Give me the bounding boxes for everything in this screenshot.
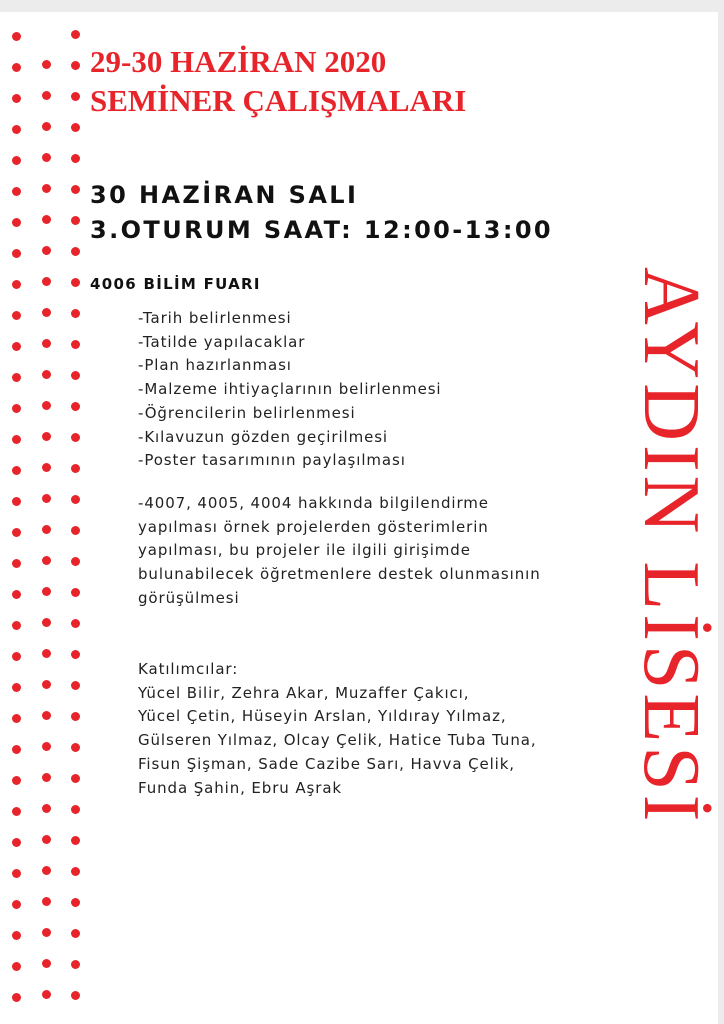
session-time: 3.OTURUM SAAT: 12:00-13:00 xyxy=(90,216,554,244)
decorative-dot xyxy=(42,742,51,751)
participants-line: Fisun Şişman, Sade Cazibe Sarı, Havva Çelik, xyxy=(138,754,515,773)
agenda-item: -Kılavuzun gözden geçirilmesi xyxy=(138,427,389,446)
decorative-dot xyxy=(42,153,51,162)
decorative-dot xyxy=(71,898,80,907)
title-heading: SEMİNER ÇALIŞMALARI xyxy=(90,83,467,118)
decorative-dot xyxy=(42,835,51,844)
decorative-dot xyxy=(71,619,80,628)
decorative-dot xyxy=(71,960,80,969)
school-name-vertical: AYDIN LİSESİ xyxy=(627,267,715,826)
dot-border-decoration xyxy=(0,12,90,1024)
participants-block xyxy=(138,658,618,800)
decorative-dot xyxy=(12,714,21,723)
decorative-dot xyxy=(71,340,80,349)
decorative-dot xyxy=(71,30,80,39)
decorative-dot xyxy=(71,61,80,70)
decorative-dot xyxy=(71,278,80,287)
info-line: bulunabilecek öğretmenlere destek olunmasının xyxy=(138,565,541,584)
decorative-dot xyxy=(12,528,21,537)
decorative-dot xyxy=(71,464,80,473)
decorative-dot xyxy=(42,990,51,999)
decorative-dot xyxy=(12,993,21,1002)
decorative-dot xyxy=(12,63,21,72)
decorative-dot xyxy=(42,401,51,410)
decorative-dot xyxy=(71,309,80,318)
decorative-dot xyxy=(42,215,51,224)
decorative-dot xyxy=(42,308,51,317)
decorative-dot xyxy=(42,91,51,100)
decorative-dot xyxy=(42,618,51,627)
decorative-dot xyxy=(12,931,21,940)
decorative-dot xyxy=(71,588,80,597)
agenda-item: -Poster tasarımının paylaşılması xyxy=(138,451,406,470)
decorative-dot xyxy=(12,962,21,971)
agenda-list xyxy=(138,307,618,473)
decorative-dot xyxy=(71,991,80,1000)
decorative-dot xyxy=(12,311,21,320)
poster-title xyxy=(90,42,610,120)
decorative-dot xyxy=(12,776,21,785)
decorative-dot xyxy=(42,928,51,937)
info-paragraph xyxy=(138,492,618,611)
decorative-dot xyxy=(71,681,80,690)
decorative-dot xyxy=(71,154,80,163)
decorative-dot xyxy=(12,900,21,909)
decorative-dot xyxy=(42,556,51,565)
decorative-dot xyxy=(71,712,80,721)
decorative-dot xyxy=(12,559,21,568)
decorative-dot xyxy=(42,184,51,193)
title-date: 29-30 HAZİRAN 2020 xyxy=(90,44,387,79)
agenda-item: -Plan hazırlanması xyxy=(138,356,292,375)
decorative-dot xyxy=(12,869,21,878)
agenda-item: -Tarih belirlenmesi xyxy=(138,309,292,327)
decorative-dot xyxy=(42,525,51,534)
decorative-dot xyxy=(71,402,80,411)
decorative-dot xyxy=(71,743,80,752)
decorative-dot xyxy=(12,187,21,196)
decorative-dot xyxy=(12,342,21,351)
decorative-dot xyxy=(12,807,21,816)
decorative-dot xyxy=(12,218,21,227)
decorative-dot xyxy=(42,680,51,689)
decorative-dot xyxy=(71,433,80,442)
decorative-dot xyxy=(12,745,21,754)
info-line: yapılması örnek projelerden gösterimlerin xyxy=(138,517,489,536)
decorative-dot xyxy=(12,373,21,382)
info-line: yapılması, bu projeler ile ilgili girişimde xyxy=(138,541,471,560)
decorative-dot xyxy=(12,683,21,692)
decorative-dot xyxy=(71,185,80,194)
decorative-dot xyxy=(42,587,51,596)
decorative-dot xyxy=(42,866,51,875)
decorative-dot xyxy=(12,621,21,630)
decorative-dot xyxy=(42,60,51,69)
decorative-dot xyxy=(42,122,51,131)
participants-line: Funda Şahin, Ebru Aşrak xyxy=(138,778,342,797)
agenda-item: -Öğrencilerin belirlenmesi xyxy=(138,403,356,422)
decorative-dot xyxy=(42,463,51,472)
decorative-dot xyxy=(71,774,80,783)
decorative-dot xyxy=(42,339,51,348)
seminar-poster xyxy=(0,12,718,1024)
participants-line: Gülseren Yılmaz, Olcay Çelik, Hatice Tuba Tuna, xyxy=(138,731,537,750)
session-day: 30 HAZİRAN SALI xyxy=(90,181,359,209)
decorative-dot xyxy=(71,92,80,101)
decorative-dot xyxy=(71,557,80,566)
decorative-dot xyxy=(42,773,51,782)
decorative-dot xyxy=(12,404,21,413)
decorative-dot xyxy=(12,652,21,661)
decorative-dot xyxy=(12,94,21,103)
decorative-dot xyxy=(42,432,51,441)
session-info xyxy=(90,178,553,248)
info-line: görüşülmesi xyxy=(138,588,240,607)
decorative-dot xyxy=(71,371,80,380)
decorative-dot xyxy=(42,246,51,255)
decorative-dot xyxy=(12,466,21,475)
decorative-dot xyxy=(12,156,21,165)
agenda-item: -Tatilde yapılacaklar xyxy=(138,332,306,351)
decorative-dot xyxy=(71,650,80,659)
decorative-dot xyxy=(12,497,21,506)
decorative-dot xyxy=(71,805,80,814)
info-line: -4007, 4005, 4004 hakkında bilgilendirme xyxy=(138,494,489,512)
decorative-dot xyxy=(12,249,21,258)
decorative-dot xyxy=(71,526,80,535)
decorative-dot xyxy=(12,280,21,289)
decorative-dot xyxy=(42,277,51,286)
decorative-dot xyxy=(12,125,21,134)
decorative-dot xyxy=(42,897,51,906)
participants-line: Yücel Çetin, Hüseyin Arslan, Yıldıray Yılmaz, xyxy=(138,707,507,726)
decorative-dot xyxy=(42,494,51,503)
decorative-dot xyxy=(71,929,80,938)
decorative-dot xyxy=(12,838,21,847)
decorative-dot xyxy=(71,867,80,876)
decorative-dot xyxy=(42,370,51,379)
decorative-dot xyxy=(71,495,80,504)
decorative-dot xyxy=(42,804,51,813)
agenda-item: -Malzeme ihtiyaçlarının belirlenmesi xyxy=(138,380,442,399)
decorative-dot xyxy=(42,649,51,658)
decorative-dot xyxy=(71,123,80,132)
decorative-dot xyxy=(12,435,21,444)
decorative-dot xyxy=(71,247,80,256)
decorative-dot xyxy=(42,959,51,968)
decorative-dot xyxy=(12,32,21,41)
decorative-dot xyxy=(71,216,80,225)
decorative-dot xyxy=(71,836,80,845)
decorative-dot xyxy=(12,590,21,599)
subject-heading: 4006 BİLİM FUARI xyxy=(90,275,261,293)
participants-line: Yücel Bilir, Zehra Akar, Muzaffer Çakıcı, xyxy=(138,683,470,702)
participants-label: Katılımcılar: xyxy=(138,660,239,678)
decorative-dot xyxy=(42,711,51,720)
